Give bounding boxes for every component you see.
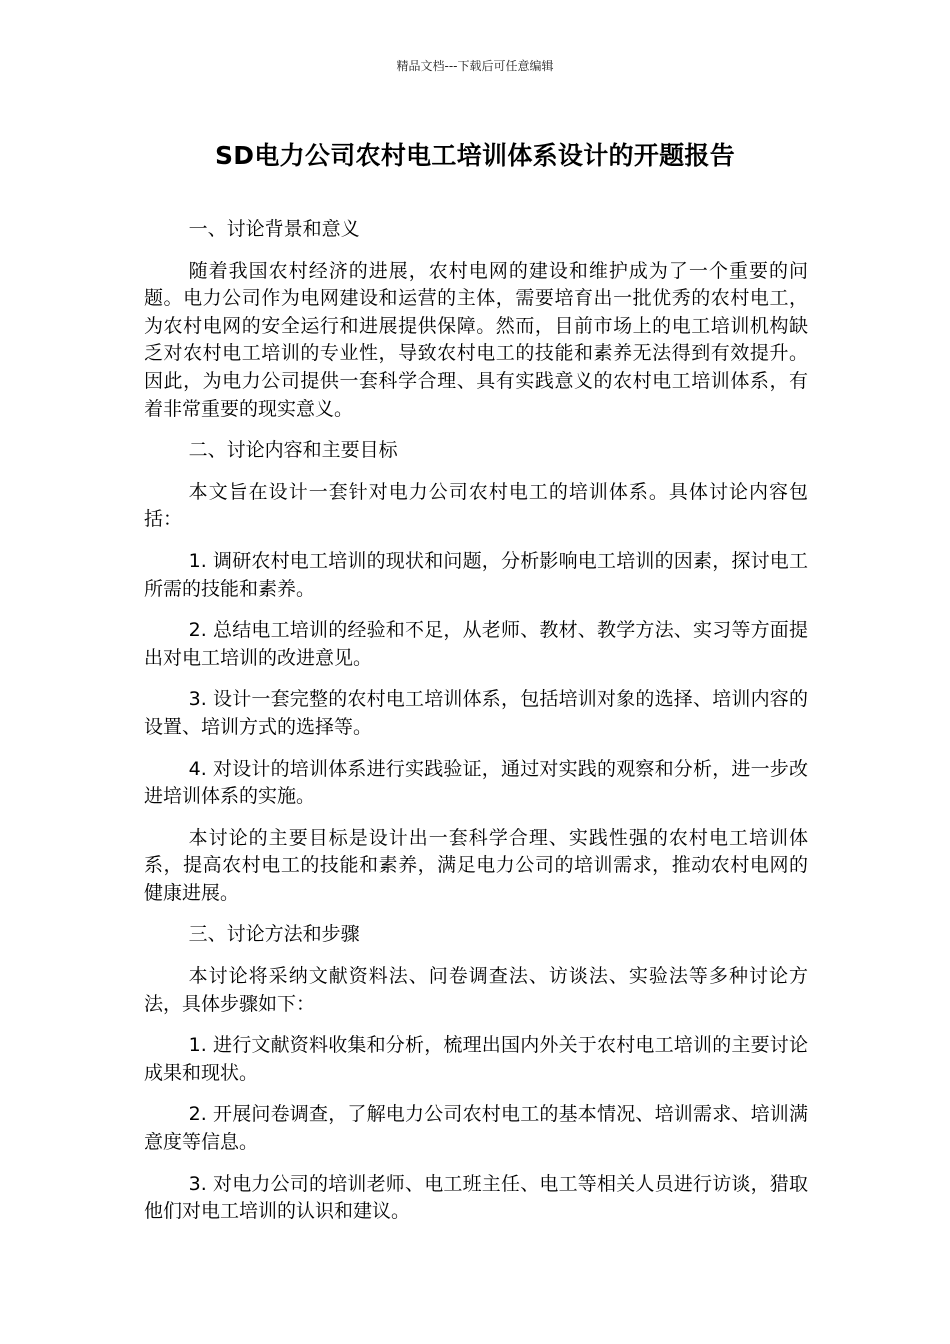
list-item: 3. 设计一套完整的农村电工培训体系，包括培训对象的选择、培训内容的设置、培训方式的选择等。 (144, 688, 808, 738)
list-item: 3. 对电力公司的培训老师、电工班主任、电工等相关人员进行访谈，猎取他们对电工培训的认识和建议。 (144, 1172, 808, 1223)
page-header: 精品文档---下载后可任意编辑 (396, 59, 554, 73)
section-heading: 二、讨论内容和主要目标 (188, 439, 398, 462)
list-item: 2. 总结电工培训的经验和不足，从老师、教材、教学方法、实习等方面提出对电工培训的改进意见。 (144, 619, 808, 669)
paragraph: 本讨论将采纳文献资料法、问卷调查法、访谈法、实验法等多种讨论方法，具体步骤如下： (144, 965, 808, 1015)
document-body (144, 216, 808, 1240)
list-item: 1. 调研农村电工培训的现状和问题，分析影响电工培训的因素，探讨电工所需的技能和素养。 (144, 549, 808, 600)
paragraph: 本文旨在设计一套针对电力公司农村电工的培训体系。具体讨论内容包括： (144, 480, 808, 531)
section-heading: 一、讨论背景和意义 (188, 218, 360, 240)
list-item: 4. 对设计的培训体系进行实践验证，通过对实践的观察和分析，进一步改进培训体系的实施。 (144, 757, 808, 808)
list-item: 2. 开展问卷调查，了解电力公司农村电工的基本情况、培训需求、培训满意度等信息。 (144, 1103, 808, 1154)
section-heading: 三、讨论方法和步骤 (188, 923, 360, 946)
list-item: 1. 进行文献资料收集和分析，梳理出国内外关于农村电工培训的主要讨论成果和现状。 (144, 1034, 808, 1084)
paragraph: 随着我国农村经济的进展，农村电网的建设和维护成为了一个重要的问题。电力公司作为电网建设和运营的主体，需要培育出一批优秀的农村电工，为农村电网的安全运行和进展提供保障。然而，目前市场上的电工培训机构缺乏对农村电工培训的专业性，导致农村电工的技能和素养无法得到有效提升。因此，为电力公司提供一套科学合理、具有实践意义的农村电工培训体系，有着非常重要的现实意义。 (144, 259, 808, 420)
paragraph: 本讨论的主要目标是设计出一套科学合理、实践性强的农村电工培训体系，提高农村电工的技能和素养，满足电力公司的培训需求，推动农村电网的健康进展。 (144, 826, 808, 904)
document-title: SD电力公司农村电工培训体系设计的开题报告 (214, 141, 736, 170)
